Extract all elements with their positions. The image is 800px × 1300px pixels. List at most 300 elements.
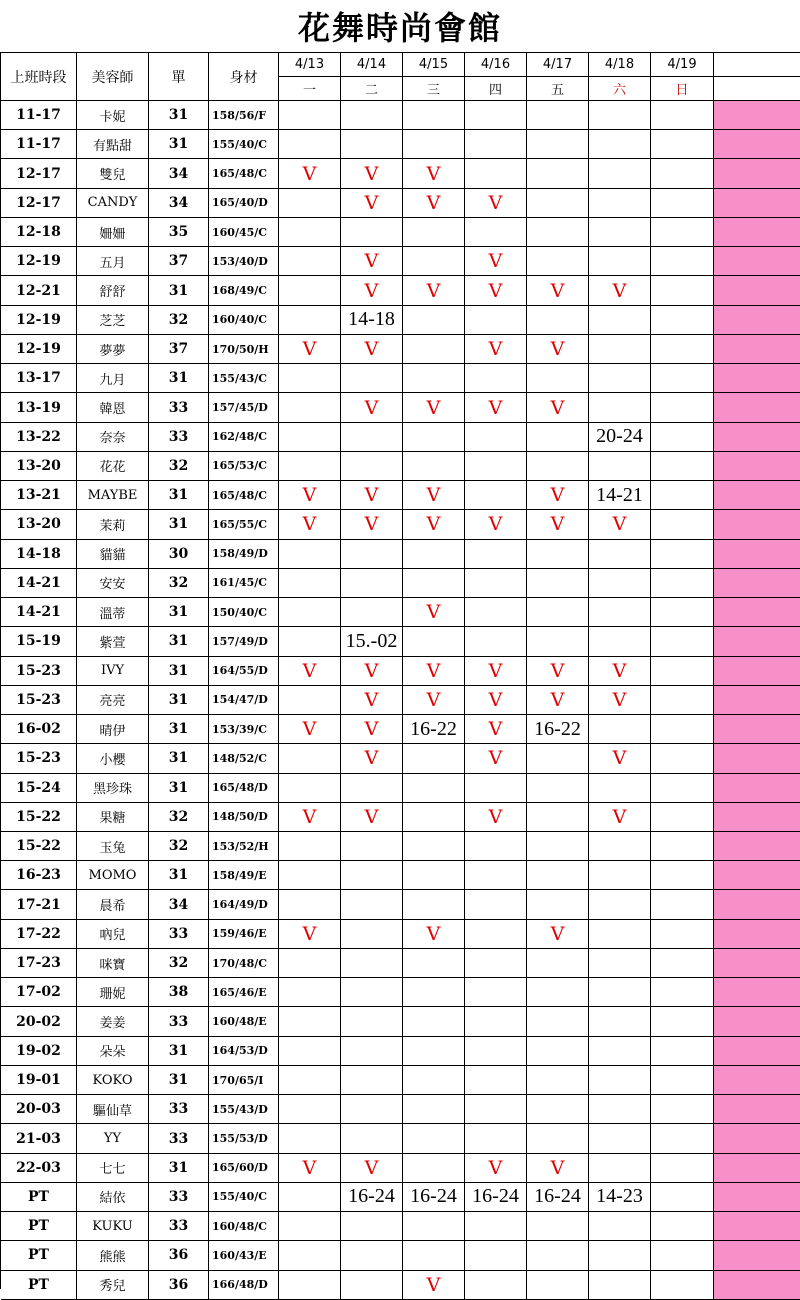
schedule-cell (403, 627, 465, 656)
schedule-cell (403, 978, 465, 1007)
highlight-cell (714, 159, 800, 188)
schedule-cell (403, 1154, 465, 1183)
schedule-cell (403, 1241, 465, 1270)
row-time: 15-22 (1, 803, 77, 832)
highlight-cell (714, 920, 800, 949)
schedule-cell (465, 306, 527, 335)
schedule-cell (589, 949, 651, 978)
schedule-cell (651, 1095, 714, 1124)
row-stylist: 五月 (77, 247, 149, 276)
header-weekday: 一 (279, 77, 341, 101)
schedule-cell (589, 452, 651, 481)
schedule-cell (589, 774, 651, 803)
schedule-cell (341, 774, 403, 803)
schedule-mark: V (465, 510, 527, 539)
schedule-cell (341, 364, 403, 393)
row-stylist: 晨希 (77, 890, 149, 919)
row-time: 11-17 (1, 130, 77, 159)
schedule-cell (651, 1066, 714, 1095)
schedule-cell (279, 189, 341, 218)
schedule-cell (527, 306, 589, 335)
schedule-cell (589, 978, 651, 1007)
schedule-cell (279, 130, 341, 159)
schedule-cell: 14-18 (341, 306, 403, 335)
schedule-cell (651, 598, 714, 627)
schedule-cell (279, 1066, 341, 1095)
row-stylist: 吶兒 (77, 920, 149, 949)
schedule-cell (403, 949, 465, 978)
row-time: 12-21 (1, 276, 77, 305)
schedule-cell (527, 598, 589, 627)
row-time: 16-02 (1, 715, 77, 744)
schedule-cell (465, 920, 527, 949)
schedule-mark: V (403, 686, 465, 715)
row-number: 33 (149, 1095, 209, 1124)
page-title: 花舞時尚會館 (297, 9, 502, 47)
row-body: 160/48/E (209, 1007, 279, 1036)
schedule-mark: V (589, 803, 651, 832)
schedule-cell: 15.-02 (341, 627, 403, 656)
schedule-cell (403, 569, 465, 598)
highlight-cell (714, 686, 800, 715)
schedule-mark: V (279, 920, 341, 949)
header-date: 4/18 (589, 53, 651, 77)
schedule-cell: 16-22 (527, 715, 589, 744)
schedule-cell (465, 1095, 527, 1124)
schedule-cell (589, 364, 651, 393)
schedule-cell (651, 686, 714, 715)
schedule-cell (465, 423, 527, 452)
row-stylist: 卡妮 (77, 101, 149, 130)
schedule-cell (651, 832, 714, 861)
row-body: 158/49/E (209, 861, 279, 890)
schedule-cell (589, 218, 651, 247)
schedule-cell (403, 335, 465, 364)
schedule-cell (589, 627, 651, 656)
schedule-cell (651, 569, 714, 598)
schedule-cell (527, 803, 589, 832)
row-body: 160/40/C (209, 306, 279, 335)
row-time: PT (1, 1241, 77, 1270)
schedule-cell (465, 1007, 527, 1036)
schedule-cell (465, 569, 527, 598)
schedule-cell (341, 861, 403, 890)
row-number: 31 (149, 276, 209, 305)
row-body: 165/40/D (209, 189, 279, 218)
schedule-mark: V (465, 744, 527, 773)
schedule-mark: V (341, 715, 403, 744)
row-number: 31 (149, 744, 209, 773)
header-stylist: 美容師 (77, 53, 149, 101)
row-stylist: 芝芝 (77, 306, 149, 335)
schedule-cell (341, 920, 403, 949)
row-time: 20-03 (1, 1095, 77, 1124)
schedule-cell (651, 101, 714, 130)
schedule-cell (527, 832, 589, 861)
row-stylist: KUKU (77, 1212, 149, 1241)
schedule-mark: V (341, 335, 403, 364)
schedule-mark: V (341, 276, 403, 305)
row-number: 32 (149, 569, 209, 598)
schedule-cell (465, 540, 527, 569)
schedule-cell (651, 920, 714, 949)
schedule-mark: V (465, 247, 527, 276)
schedule-cell (527, 569, 589, 598)
row-time: 15-23 (1, 657, 77, 686)
row-body: 165/60/D (209, 1154, 279, 1183)
schedule-mark: V (527, 657, 589, 686)
schedule-cell (465, 1241, 527, 1270)
schedule-cell (403, 1066, 465, 1095)
schedule-cell (589, 306, 651, 335)
schedule-mark: V (527, 920, 589, 949)
schedule-cell (341, 218, 403, 247)
schedule-cell (465, 452, 527, 481)
row-number: 32 (149, 452, 209, 481)
schedule-cell (527, 1124, 589, 1153)
schedule-cell (589, 247, 651, 276)
header-weekday: 四 (465, 77, 527, 101)
highlight-cell (714, 949, 800, 978)
schedule-cell (403, 832, 465, 861)
schedule-mark: V (527, 481, 589, 510)
schedule-mark: V (341, 393, 403, 422)
schedule-cell (403, 218, 465, 247)
row-time: 15-22 (1, 832, 77, 861)
schedule-mark: V (403, 159, 465, 188)
schedule-cell (589, 832, 651, 861)
row-number: 33 (149, 920, 209, 949)
row-body: 165/53/C (209, 452, 279, 481)
schedule-cell (403, 364, 465, 393)
header-weekday: 六 (589, 77, 651, 101)
row-body: 164/49/D (209, 890, 279, 919)
schedule-cell (465, 1066, 527, 1095)
row-body: 148/52/C (209, 744, 279, 773)
schedule-cell (403, 1212, 465, 1241)
row-body: 162/48/C (209, 423, 279, 452)
highlight-cell (714, 861, 800, 890)
schedule-cell (527, 861, 589, 890)
row-number: 32 (149, 306, 209, 335)
schedule-cell (279, 598, 341, 627)
row-number: 32 (149, 832, 209, 861)
highlight-cell (714, 1095, 800, 1124)
row-stylist: 黑珍珠 (77, 774, 149, 803)
schedule-cell (589, 1037, 651, 1066)
schedule-cell (589, 920, 651, 949)
header-extra (714, 53, 800, 77)
schedule-cell (341, 1271, 403, 1300)
schedule-cell (465, 1212, 527, 1241)
schedule-cell (527, 189, 589, 218)
row-body: 165/48/D (209, 774, 279, 803)
schedule-cell: 14-23 (589, 1183, 651, 1212)
schedule-mark: V (403, 920, 465, 949)
row-body: 157/49/D (209, 627, 279, 656)
highlight-cell (714, 1037, 800, 1066)
highlight-cell (714, 569, 800, 598)
schedule-cell (651, 481, 714, 510)
schedule-cell (651, 1124, 714, 1153)
row-time: 14-21 (1, 598, 77, 627)
schedule-cell (403, 540, 465, 569)
row-number: 34 (149, 159, 209, 188)
header-date: 4/17 (527, 53, 589, 77)
schedule-cell (651, 510, 714, 539)
row-body: 153/52/H (209, 832, 279, 861)
row-number: 32 (149, 949, 209, 978)
row-number: 36 (149, 1241, 209, 1270)
schedule-mark: V (527, 335, 589, 364)
schedule-cell (651, 1271, 714, 1300)
schedule-cell (527, 452, 589, 481)
schedule-cell (651, 130, 714, 159)
highlight-cell (714, 803, 800, 832)
row-time: 19-01 (1, 1066, 77, 1095)
schedule-cell (279, 306, 341, 335)
schedule-cell (279, 978, 341, 1007)
row-stylist: 亮亮 (77, 686, 149, 715)
schedule-cell: 16-22 (403, 715, 465, 744)
schedule-cell (651, 452, 714, 481)
schedule-mark: V (403, 657, 465, 686)
schedule-mark: V (403, 1271, 465, 1300)
row-stylist: 紫萱 (77, 627, 149, 656)
schedule-cell (589, 393, 651, 422)
schedule-cell (651, 949, 714, 978)
schedule-cell (589, 1007, 651, 1036)
schedule-cell (527, 1241, 589, 1270)
row-number: 31 (149, 627, 209, 656)
row-time: 12-19 (1, 247, 77, 276)
schedule-cell (403, 803, 465, 832)
row-body: 168/49/C (209, 276, 279, 305)
schedule-cell (403, 452, 465, 481)
row-body: 166/48/D (209, 1271, 279, 1300)
schedule-cell (589, 598, 651, 627)
schedule-cell (651, 364, 714, 393)
schedule-mark: V (341, 657, 403, 686)
header-time: 上班時段 (1, 53, 77, 101)
schedule-cell (279, 423, 341, 452)
schedule-cell (465, 598, 527, 627)
highlight-cell (714, 1066, 800, 1095)
schedule-cell (465, 481, 527, 510)
schedule-mark: V (527, 393, 589, 422)
row-stylist: 咪寶 (77, 949, 149, 978)
schedule-cell (589, 189, 651, 218)
schedule-mark: V (279, 803, 341, 832)
schedule-mark: V (589, 276, 651, 305)
schedule-cell (651, 657, 714, 686)
schedule-cell (527, 774, 589, 803)
schedule-mark: V (403, 393, 465, 422)
row-time: 12-17 (1, 189, 77, 218)
highlight-cell (714, 1271, 800, 1300)
row-body: 159/46/E (209, 920, 279, 949)
schedule-cell (341, 101, 403, 130)
row-body: 153/40/D (209, 247, 279, 276)
row-body: 155/40/C (209, 130, 279, 159)
schedule-cell (589, 890, 651, 919)
schedule-cell (465, 1124, 527, 1153)
schedule-cell (279, 1124, 341, 1153)
schedule-mark: V (341, 744, 403, 773)
schedule-cell (589, 1095, 651, 1124)
schedule-cell (589, 1154, 651, 1183)
schedule-cell (341, 1007, 403, 1036)
row-stylist: 溫蒂 (77, 598, 149, 627)
schedule-cell (651, 423, 714, 452)
highlight-cell (714, 832, 800, 861)
row-body: 160/45/C (209, 218, 279, 247)
highlight-cell (714, 1124, 800, 1153)
row-time: 13-20 (1, 452, 77, 481)
schedule-cell (279, 364, 341, 393)
row-time: 11-17 (1, 101, 77, 130)
schedule-cell (279, 540, 341, 569)
highlight-cell (714, 1007, 800, 1036)
schedule-cell (465, 832, 527, 861)
schedule-cell (651, 774, 714, 803)
schedule-cell (341, 569, 403, 598)
schedule-cell (279, 1037, 341, 1066)
row-number: 31 (149, 481, 209, 510)
highlight-cell (714, 715, 800, 744)
row-stylist: 晴伊 (77, 715, 149, 744)
schedule-cell (527, 978, 589, 1007)
schedule-mark: V (341, 247, 403, 276)
schedule-mark: V (341, 159, 403, 188)
row-stylist: CANDY (77, 189, 149, 218)
schedule-cell (589, 159, 651, 188)
header-date: 4/15 (403, 53, 465, 77)
schedule-cell: 16-24 (403, 1183, 465, 1212)
row-stylist: 珊妮 (77, 978, 149, 1007)
schedule-cell (651, 1007, 714, 1036)
row-time: 13-21 (1, 481, 77, 510)
row-time: 20-02 (1, 1007, 77, 1036)
row-stylist: 舒舒 (77, 276, 149, 305)
schedule-cell (403, 1037, 465, 1066)
schedule-mark: V (403, 598, 465, 627)
row-body: 155/53/D (209, 1124, 279, 1153)
schedule-cell (651, 861, 714, 890)
schedule-cell (651, 1154, 714, 1183)
highlight-cell (714, 978, 800, 1007)
row-body: 165/55/C (209, 510, 279, 539)
schedule-cell (279, 218, 341, 247)
row-time: 13-22 (1, 423, 77, 452)
row-stylist: 小櫻 (77, 744, 149, 773)
schedule-cell (465, 364, 527, 393)
schedule-mark: V (279, 715, 341, 744)
highlight-cell (714, 744, 800, 773)
schedule-cell (403, 1007, 465, 1036)
schedule-cell (465, 1271, 527, 1300)
row-stylist: 姜姜 (77, 1007, 149, 1036)
schedule-cell (341, 423, 403, 452)
row-time: 15-23 (1, 744, 77, 773)
schedule-cell (527, 159, 589, 188)
schedule-mark: V (279, 159, 341, 188)
schedule-mark: V (465, 657, 527, 686)
schedule-cell (341, 978, 403, 1007)
schedule-cell (341, 452, 403, 481)
row-time: 17-21 (1, 890, 77, 919)
schedule-cell (651, 627, 714, 656)
row-time: 17-02 (1, 978, 77, 1007)
row-body: 157/45/D (209, 393, 279, 422)
schedule-cell (589, 1124, 651, 1153)
schedule-cell (279, 1271, 341, 1300)
header-extra (714, 77, 800, 101)
schedule-cell (651, 1212, 714, 1241)
schedule-cell (527, 101, 589, 130)
highlight-cell (714, 101, 800, 130)
header-weekday: 三 (403, 77, 465, 101)
highlight-cell (714, 540, 800, 569)
row-number: 31 (149, 686, 209, 715)
highlight-cell (714, 364, 800, 393)
row-stylist: 熊熊 (77, 1241, 149, 1270)
schedule-mark: V (279, 335, 341, 364)
row-time: 13-19 (1, 393, 77, 422)
row-time: 15-24 (1, 774, 77, 803)
row-time: PT (1, 1183, 77, 1212)
schedule-mark: V (341, 1154, 403, 1183)
row-body: 148/50/D (209, 803, 279, 832)
schedule-cell (279, 890, 341, 919)
row-stylist: 安安 (77, 569, 149, 598)
highlight-cell (714, 1154, 800, 1183)
schedule-cell (279, 101, 341, 130)
schedule-cell (341, 890, 403, 919)
schedule-cell (589, 101, 651, 130)
header-date: 4/16 (465, 53, 527, 77)
schedule-cell (341, 1124, 403, 1153)
row-time: 16-23 (1, 861, 77, 890)
schedule-cell (527, 1037, 589, 1066)
row-stylist: YY (77, 1124, 149, 1153)
header-date: 4/14 (341, 53, 403, 77)
row-number: 31 (149, 598, 209, 627)
schedule-mark: V (279, 481, 341, 510)
schedule-mark: V (589, 510, 651, 539)
schedule-cell (279, 247, 341, 276)
schedule-mark: V (527, 1154, 589, 1183)
row-number: 30 (149, 540, 209, 569)
schedule-cell (341, 832, 403, 861)
highlight-cell (714, 130, 800, 159)
schedule-cell (465, 978, 527, 1007)
highlight-cell (714, 306, 800, 335)
schedule-cell (465, 1037, 527, 1066)
schedule-cell (527, 1212, 589, 1241)
schedule-cell (403, 306, 465, 335)
schedule-cell: 16-24 (527, 1183, 589, 1212)
row-body: 160/43/E (209, 1241, 279, 1270)
header-date: 4/13 (279, 53, 341, 77)
schedule-cell (651, 1183, 714, 1212)
schedule-mark: V (341, 510, 403, 539)
row-stylist: MAYBE (77, 481, 149, 510)
row-stylist: 朵朵 (77, 1037, 149, 1066)
schedule-cell (279, 627, 341, 656)
schedule-cell (589, 130, 651, 159)
schedule-mark: V (341, 189, 403, 218)
